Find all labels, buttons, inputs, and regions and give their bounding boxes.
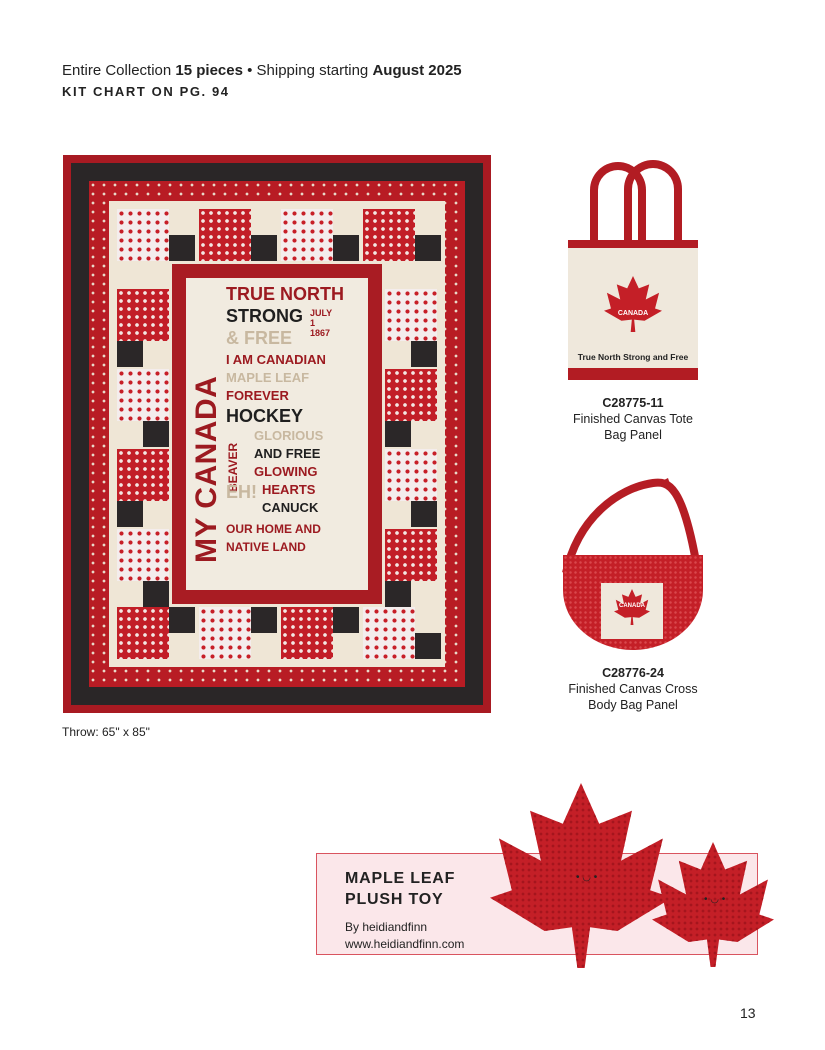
panel-line: BEAVER [226, 442, 240, 492]
plush-title [345, 868, 455, 910]
quilt-block [411, 341, 437, 367]
quilt-size-caption: Throw: 65" x 85" [62, 725, 150, 739]
quilt-block [385, 449, 437, 501]
crossbag-desc-2: Body Bag Panel [588, 698, 678, 712]
shipping-date: August 2025 [372, 62, 462, 79]
page-number: 13 [740, 1005, 756, 1021]
panel-line: HOCKEY [226, 406, 304, 426]
plush-face-large: • ◡ • [576, 872, 598, 883]
quilt-block [117, 449, 169, 501]
crossbag-leaf-label: CANADA [619, 603, 645, 609]
quilt-block [117, 369, 169, 421]
quilt-block [117, 501, 143, 527]
quilt-block [385, 421, 411, 447]
quilt-block [281, 209, 333, 261]
tote-bag-image [568, 240, 698, 380]
panel-line: TRUE NORTH [226, 284, 344, 304]
panel-line: I AM CANADIAN [226, 352, 326, 367]
plush-credit [345, 919, 464, 953]
quilt-block [333, 607, 359, 633]
panel-line: OUR HOME AND [226, 522, 321, 536]
plush-designer: By heidiandfinn [345, 920, 428, 934]
tote-desc-1: Finished Canvas Tote [573, 412, 693, 426]
quilt-block [385, 529, 437, 581]
shipping-label: • Shipping starting [242, 62, 373, 79]
quilt-word-panel [186, 278, 368, 590]
quilt-block [117, 289, 169, 341]
quilt-block [385, 289, 437, 341]
quilt-block [117, 529, 169, 581]
piece-count: 15 pieces [175, 62, 243, 79]
panel-line: HEARTS [262, 482, 316, 497]
quilt-block [415, 633, 441, 659]
panel-line: JULY 1 1867 [310, 308, 333, 338]
panel-line: CANUCK [262, 500, 319, 515]
panel-line: STRONG [226, 306, 304, 326]
quilt-block [363, 209, 415, 261]
plush-face-small: • ◡ • [704, 894, 726, 905]
crossbag-caption [540, 665, 726, 713]
crossbag-panel [601, 583, 663, 639]
quilt-block [251, 607, 277, 633]
panel-line: AND FREE [254, 446, 321, 461]
quilt-block [411, 501, 437, 527]
tote-slogan: True North Strong and Free [577, 352, 689, 362]
tote-sku: C28775-11 [602, 396, 664, 410]
quilt-block [333, 235, 359, 261]
quilt-image [63, 155, 491, 713]
panel-line: GLOWING [254, 464, 318, 479]
panel-line: GLORIOUS [254, 428, 324, 443]
quilt-block [169, 607, 195, 633]
panel-line: EH! [226, 482, 257, 502]
tote-leaf-label: CANADA [617, 310, 649, 317]
quilt-block [117, 209, 169, 261]
quilt-block [199, 607, 251, 659]
crossbag-sku: C28776-24 [602, 666, 664, 680]
quilt-block [117, 341, 143, 367]
crossbag-desc-1: Finished Canvas Cross [568, 682, 698, 696]
crossbag-image [563, 555, 703, 650]
tote-desc-2: Bag Panel [604, 428, 662, 442]
quilt-block [415, 235, 441, 261]
plush-website-link[interactable]: www.heidiandfinn.com [345, 937, 465, 951]
maple-leaf-icon [604, 276, 662, 332]
panel-line: FOREVER [226, 388, 289, 403]
quilt-block [385, 369, 437, 421]
panel-vertical-text: MY CANADA [190, 375, 223, 563]
quilt-block [143, 581, 169, 607]
quilt-block [385, 581, 411, 607]
quilt-block [117, 607, 169, 659]
panel-line: & FREE [226, 328, 293, 348]
quilt-block [143, 421, 169, 447]
quilt-block [169, 235, 195, 261]
collection-label: Entire Collection [62, 62, 176, 79]
quilt-block [363, 607, 415, 659]
plush-title-line-1: MAPLE LEAF [345, 870, 456, 887]
plush-title-line-2: PLUSH TOY [345, 891, 444, 908]
kit-chart-reference: KIT CHART ON PG. 94 [62, 84, 230, 99]
quilt-block [199, 209, 251, 261]
quilt-block [251, 235, 277, 261]
quilt-block [281, 607, 333, 659]
panel-line: MAPLE LEAF [226, 370, 310, 385]
panel-line: NATIVE LAND [226, 540, 306, 554]
tote-caption [540, 395, 726, 443]
collection-info [62, 62, 462, 79]
